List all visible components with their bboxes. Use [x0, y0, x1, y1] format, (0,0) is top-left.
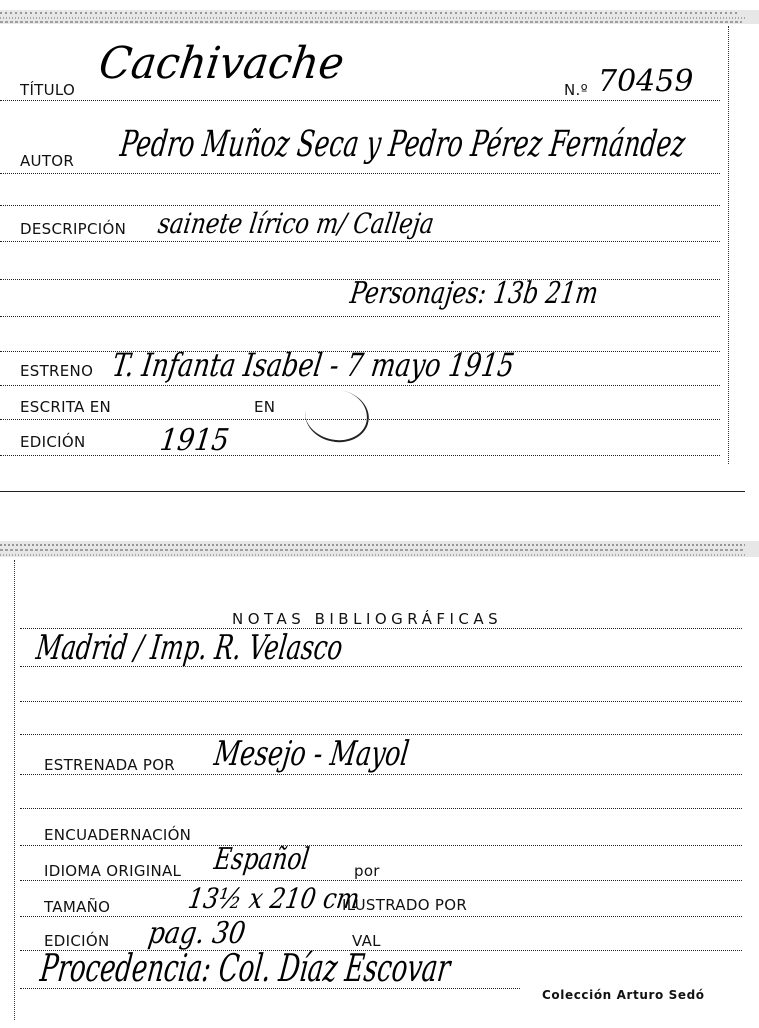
label-tamano: TAMAÑO: [44, 898, 111, 916]
rule-sep4: [20, 808, 742, 809]
rule-tamano: [20, 916, 742, 917]
value-edicion: 1915: [158, 423, 232, 458]
notes-title: NOTAS BIBLIOGRÁFICAS: [232, 610, 503, 628]
card-left-edge: [14, 560, 15, 1020]
value-tamano: 13½ x 210 cm: [186, 882, 362, 915]
label-encuadernacion: ENCUADERNACIÓN: [44, 826, 192, 844]
label-escrita-en: ESCRITA EN: [20, 398, 112, 416]
rule-idioma: [20, 880, 742, 881]
label-val: VAL: [352, 932, 381, 950]
rule-notes-3: [20, 701, 742, 702]
value-personajes: Personajes: 13b 21m: [348, 276, 601, 311]
value-autor: Pedro Muñoz Seca y Pedro Pérez Fernández: [118, 124, 688, 165]
label-titulo: TÍTULO: [20, 81, 76, 99]
label-por: por: [354, 862, 380, 880]
label-edicion-bottom: EDICIÓN: [44, 932, 110, 950]
label-descripcion: DESCRIPCIÓN: [20, 220, 127, 238]
rule-procedencia: [20, 988, 520, 989]
value-notes: Madrid / Imp. R. Velasco: [34, 628, 345, 668]
value-descripcion: sainete lírico m/ Calleja: [156, 207, 437, 240]
value-edicion-bottom: pag. 30: [146, 916, 248, 951]
rule-estrenada: [20, 774, 742, 775]
rule-encuadernacion: [20, 845, 742, 846]
label-estrenada-por: ESTRENADA POR: [44, 756, 176, 774]
value-titulo: Cachivache: [96, 38, 348, 89]
label-en: EN: [254, 398, 276, 416]
value-numero: 70459: [598, 64, 694, 99]
label-numero: N.º: [564, 81, 588, 99]
value-idioma: Español: [212, 842, 312, 877]
value-estrenada-por: Mesejo - Mayol: [212, 734, 412, 774]
card-edge-texture: [0, 537, 759, 557]
label-ilustrado-por: ILUSTRADO POR: [342, 896, 468, 914]
label-idioma: IDIOMA ORIGINAL: [44, 862, 182, 880]
label-estreno: ESTRENO: [20, 362, 94, 380]
collection-footer: Colección Arturo Sedó: [542, 988, 705, 1002]
value-procedencia: Procedencia: Col. Díaz Escovar: [38, 946, 453, 990]
rule-notes-2: [20, 666, 742, 667]
label-edicion: EDICIÓN: [20, 433, 86, 451]
value-estreno: T. Infanta Isabel - 7 mayo 1915: [110, 346, 517, 384]
label-autor: AUTOR: [20, 152, 75, 170]
